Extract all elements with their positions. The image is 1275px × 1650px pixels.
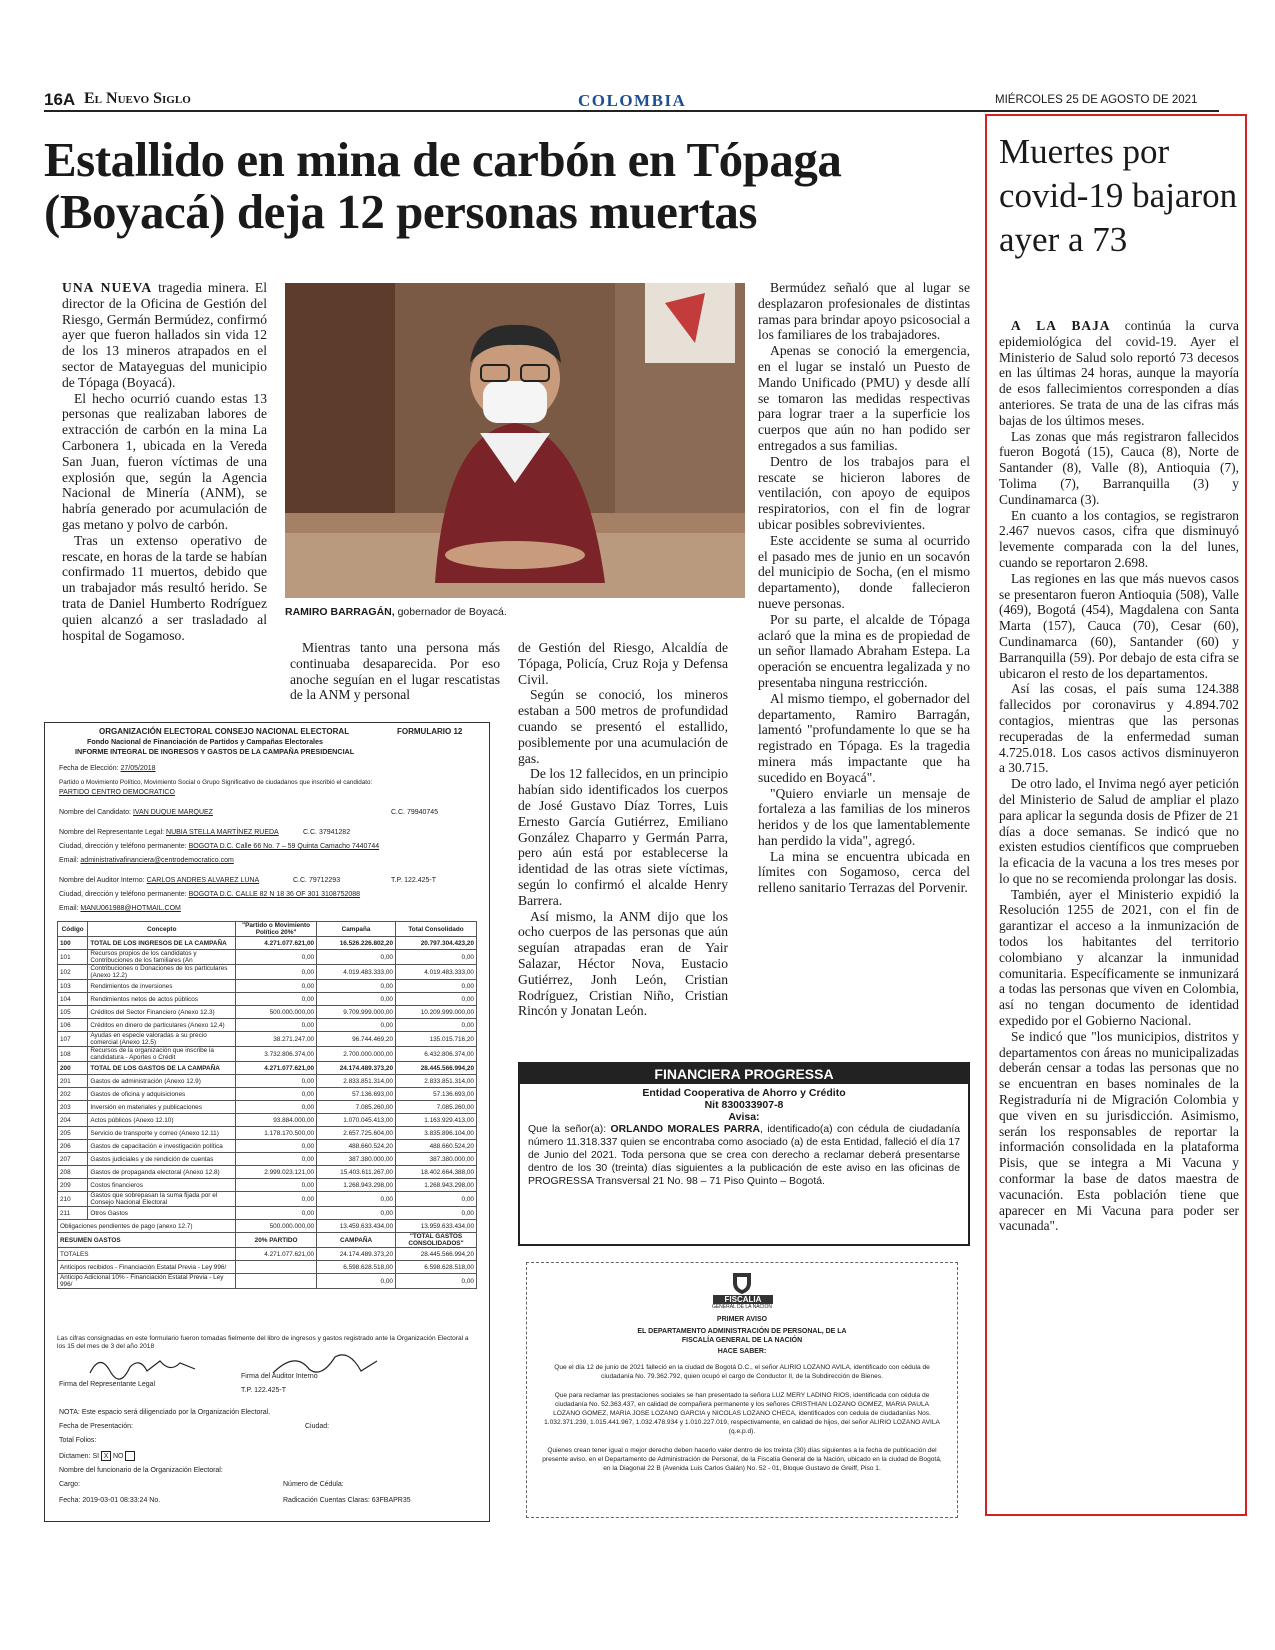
article-paragraph: Dentro de los trabajos para el rescate se hicieron labores de ventilación, con apoyo de equipos respiratorios, con el fin de lograr ubicar posibles sobrevivientes. [758, 453, 970, 532]
header-rule [44, 110, 1219, 112]
governor-photo-illustration [285, 283, 745, 598]
party-label: Partido o Movimiento Político, Movimiento Social o Grupo Significativo de ciudadanos que inscribió el candidato: [59, 779, 373, 786]
form-table-row: 102 Contribuciones o Donaciones de los particulares (Anexo 12.2) 0,00 4.019.483.333,00 4.019.483.333,00 [58, 965, 477, 980]
progressa-body: Que la señor(a): ORLANDO MORALES PARRA, identificado(a) con cédula de ciudadanía número 11.318.337 quien se encontraba como asociado (a) de esta Entidad, falleció el día 17 de Junio del 2021. Toda persona que se crea con derecho a reclamar deberá presentarse dentro de los 30 (treinta) días siguientes a la publicación de este aviso en las oficinas de PROGRESSA Transversal 21 No. 98 – 71 Piso Quinto – Bogotá. [528, 1124, 961, 1187]
advance-row: Anticipo Adicional 10% - Financiación Estatal Previa - Ley 996/ 0,00 0,00 [58, 1274, 477, 1289]
form-table-row: 101 Recursos propios de los candidatos y Contribuciones de los familiares (An 0,00 0,00 0,00 [58, 950, 477, 965]
total-folios: Total Folios: [59, 1437, 97, 1444]
progressa-title: FINANCIERA PROGRESSA [520, 1064, 968, 1084]
auditor-email-row: Email: MANU061988@HOTMAIL.COM [59, 905, 181, 912]
legal-rep-row: Nombre del Representante Legal: NUBIA STELLA MARTÍNEZ RUEDA [59, 829, 279, 836]
page-number: 16A [44, 90, 76, 109]
fiscalia-p2: Que para reclamar las prestaciones sociales se han presentado la señora LUZ MERY LADINO RIOS, identificada con cédula de ciudadanía No. 52.363.437, en calidad de compañera permanente y los señores CRISTHIAN LOZANO GOMEZ, MARIA PAULA LOZANO GOMEZ, MARIA JOSE LOZANO GARCIA y NICOLAS LOZANO CHECA, identificados con cedula de ciudadanías Nos. 1.032.371.239, 1.015.441.967, 1.032.478.934 y 1.010.227.019, respectivamente, en calidad de hijos, del señor ALIRIO LOZANO AVILA (q.e.p.d). [544, 1392, 940, 1435]
governor-photo [285, 283, 745, 598]
coat-of-arms-icon [729, 1269, 755, 1295]
fiscalia-hace: HACE SABER: [717, 1348, 767, 1355]
progressa-subtitle: Entidad Cooperativa de Ahorro y Crédito [642, 1087, 846, 1099]
article-col-3 [518, 640, 728, 1019]
progressa-nit: Nit 830033907-8 [704, 1099, 784, 1111]
fiscalia-logo: FISCALIA [713, 1295, 773, 1304]
election-date-row: Fecha de Elección: 27/05/2018 [59, 765, 156, 772]
form-id: FORMULARIO 12 [397, 727, 463, 736]
article-col-2 [290, 640, 500, 703]
advance-row: Anticipos recibidos - Financiación Estatal Previa - Ley 996/ 6.598.628.518,00 6.598.628.518,00 [58, 1261, 477, 1274]
sidebar-paragraph: Las regiones en las que más nuevos casos se presentaron fueron Antioquia (508), Valle (469), Bogotá (454), Magdalena con Santa Marta (157), Cauca (70), Cesar (60), Cundinamarca (60), Santander (60) y Barranquilla (59). Por debajo de esta cifra se ubicaron el resto de los departamentos. [999, 570, 1239, 681]
article-col-1 [62, 280, 267, 643]
form-table-wrap [57, 921, 477, 1289]
form-table-row: 202 Gastos de oficina y adquisiciones 0,00 57.136.693,00 57.136.693,00 [58, 1088, 477, 1101]
presentation-date: Fecha de Presentación: [59, 1423, 133, 1430]
brand-name: El Nuevo Siglo [84, 90, 191, 107]
sign-auditor-tp: T.P. 122.425-T [241, 1387, 287, 1394]
form-table-header: Código Concepto "Partido o Movimiento Político 20%" Campaña Total Consolidado [58, 922, 477, 937]
form-table-row: 100 TOTAL DE LOS INGRESOS DE LA CAMPAÑA 4.271.077.621,00 16.526.226.802,20 20.797.304.423,20 [58, 937, 477, 950]
article-paragraph: Bermúdez señaló que al lugar se desplazaron profesionales de distintas ramas para brindar apoyo psicosocial a los familiares de los trabajadores. [758, 280, 970, 343]
covid-sidebar [985, 114, 1247, 1516]
totals-row: TOTALES 4.271.077.621,00 24.174.489.373,20 28.445.566.994,20 [58, 1248, 477, 1261]
sidebar-paragraph: En cuanto a los contagios, se registraron 2.467 nuevos casos, cifra que disminuyó levemente comparada con la del lunes, cuando se reportaron 2.698. [999, 507, 1239, 570]
candidate-row: Nombre del Candidato: IVAN DUQUE MARQUEZ [59, 809, 213, 816]
form-table-row: 107 Ayudas en especie valoradas a su precio comercial (Anexo 12.5) 38.271.247,00 96.744.469,20 135.015.716,20 [58, 1032, 477, 1047]
auditor-row: Nombre del Auditor Interno: CARLOS ANDRES ALVAREZ LUNA [59, 877, 260, 884]
fiscalia-p3: Quienes crean tener igual o mejor derecho deben hacerlo valer dentro de los treinta (30) días siguientes a la fecha de publicación del presente aviso, en el Departamento de Administración de Personal, de la Fiscalía General de la Nación, ubicado en la ciudad de Bogotá, en la Diagonal 22 B (Avenida Luis Carlos Galán) No. 52 - 01, Bloque Gustavo de Greiff, Piso 1. [542, 1447, 942, 1472]
form-timestamp: Fecha: 2019-03-01 08:33:24 No. [59, 1497, 161, 1504]
pending-row: Obligaciones pendientes de pago (anexo 12.7) 500.000.000,00 13.459.633.434,00 13.959.633.434,00 [58, 1220, 477, 1233]
article-paragraph: Así mismo, la ANM dijo que los ocho cuerpos de las personas que aún seguían atrapadas eran de Yair Salazar, Héctor Nova, Eustacio Gutiérrez, Jonh León, Cristian Rodríguez, Cristian Niño, Cristian Rincón y Jonatan León. [518, 908, 728, 1019]
official-cedula: Número de Cédula: [283, 1481, 344, 1488]
photo-caption: RAMIRO BARRAGÁN, gobernador de Boyacá. [285, 606, 507, 618]
official-name: Nombre del funcionario de la Organización Electoral: [59, 1467, 223, 1474]
article-col-4 [758, 280, 970, 896]
page-date: MIÉRCOLES 25 DE AGOSTO DE 2021 [995, 94, 1198, 106]
form-note: NOTA: Este espacio será diligenciado por la Organización Electoral. [59, 1409, 271, 1416]
legal-rep-cc: C.C. 37941282 [303, 829, 351, 836]
article-paragraph: Tras un extenso operativo de rescate, en horas de la tarde se habían confirmado 11 muertos, debido que un trabajador más resultó herido. Se trata de Daniel Humberto Rodríguez quien alcanzó a ser trasladado al hospital de Sogamoso. [62, 532, 267, 643]
sidebar-body [999, 318, 1239, 1234]
sidebar-paragraph: Las zonas que más registraron fallecidos fueron Bogotá (15), Cauca (8), Norte de Santander (8), Valle (8), Antioquia (7), Tolima (7), Barranquilla (3) y Cundinamarca (3). [999, 428, 1239, 507]
sidebar-paragraph: Así las cosas, el país suma 124.388 fallecidos por coronavirus y 4.894.702 contagios, mientras que las personas recuperadas de la enfermedad suman 4.725.018. Los casos activos disminuyeron a 30.715. [999, 681, 1239, 776]
sidebar-title: Muertes por covid-19 bajaron ayer a 73 [999, 132, 1238, 259]
auditor-cc: C.C. 79712293 [293, 877, 341, 884]
sidebar-paragraph: Se indicó que "los municipios, distritos y departamentos con áreas no municipalizadas deberán censar a todas las personas que no se encuentran en bases nominales de la Registraduría ni de Migración Colombia y que viven en su jurisdicción. Asimismo, serán los responsables de reportar la información consolidada en la plataforma Pisis, que se integra a Mi Vacuna y conformar la base de datos maestra de vacunación. Esta población tiene que aparecer en Mi Vacuna para poder ser vacunada". [999, 1028, 1239, 1234]
form-org: ORGANIZACIÓN ELECTORAL CONSEJO NACIONAL ELECTORAL [99, 727, 350, 736]
form-table-row: 205 Servicio de transporte y correo (Anexo 12.11) 1.178.170.500,00 2.657.725.604,00 3.835.896.104,00 [58, 1127, 477, 1140]
form-table-row: 207 Gastos judiciales y de rendición de cuentas 0,00 387.380.000,00 387.380.000,00 [58, 1153, 477, 1166]
form-table-row: 204 Actos públicos (Anexo 12.10) 93.884.000,00 1.070.045.413,00 1.163.929.413,00 [58, 1114, 477, 1127]
fiscalia-logo-sub: GENERAL DE LA NACION [711, 1304, 773, 1310]
article-paragraph: UNA NUEVA tragedia minera. El director de la Oficina de Gestión del Riesgo, Germán Bermúdez, confirmó ayer que fueron hallados sin vida 12 de los 13 mineros atrapados en el sector de Matayeguas del municipio de Tópaga (Boyacá). [62, 280, 268, 390]
article-paragraph: de Gestión del Riesgo, Alcaldía de Tópaga, Policía, Cruz Roja y Defensa Civil. [518, 640, 728, 687]
form-certify: Las cifras consignadas en este formulario fueron tomadas fielmente del libro de ingresos y gastos registrado ante la Organización Electoral a los 15 del mes de 3 del año 2018 [57, 1335, 469, 1350]
auditor-tp: T.P. 122.425-T [391, 877, 437, 884]
sidebar-lead-word: A LA BAJA [1011, 318, 1111, 333]
caption-name: RAMIRO BARRAGÁN, [285, 606, 395, 618]
article-paragraph: Al mismo tiempo, el gobernador del departamento, Ramiro Barragán, lamentó "profundamente lo que se ha registrado en Tópaga. Es la tragedia minera más impactante que ha sucedido en Boyacá". [758, 690, 970, 785]
fiscalia-title: PRIMER AVISO [716, 1316, 768, 1323]
fiscalia-p1: Que el día 12 de junio de 2021 falleció en la ciudad de Bogotá D.C., el señor ALIRIO LOZANO AVILA, identificado con cédula de ciudadanía No. 79.362.792, quien ocupó el cargo de Conductor II, de la Subdirección de Bienes. [554, 1364, 930, 1380]
form-table-row: 211 Otros Gastos 0,00 0,00 0,00 [58, 1207, 477, 1220]
form-table-row: 209 Costos financieros 0,00 1.268.943.298,00 1.268.943.298,00 [58, 1179, 477, 1192]
dictamen-si-box[interactable]: X [101, 1451, 111, 1461]
article-paragraph: La mina se encuentra ubicada en límites con Sogamoso, cerca del relleno sanitario Terrazas del Porvenir. [758, 848, 970, 896]
article-paragraph: Mientras tanto una persona más continuaba desaparecida. Por eso anoche seguían en el lugar rescatistas de la ANM y personal [290, 640, 500, 703]
form-table-row: 200 TOTAL DE LOS GASTOS DE LA CAMPAÑA 4.271.077.621,00 24.174.489.373,20 28.445.566.994,20 [58, 1062, 477, 1075]
form-table-row: 108 Recursos de la organización que inscribe la candidatura - Aportes o Crédit 3.732.806.374,00 2.700.000.000,00 6.432.806.374,00 [58, 1047, 477, 1062]
form-table [57, 921, 477, 1289]
presentation-city: Ciudad: [305, 1423, 330, 1430]
legal-rep-signature [85, 1353, 205, 1381]
fiscalia-dept: EL DEPARTAMENTO ADMINISTRACIÓN DE PERSONAL, DE LA FISCALÍA GENERAL DE LA NACIÓN [637, 1328, 847, 1344]
form-table-row: 206 Gastos de capacitación e investigación política 0,00 488.660.524,20 488.660.524,20 [58, 1140, 477, 1153]
dictamen-row: Dictamen: SI X NO [59, 1451, 135, 1461]
article-paragraph: El hecho ocurrió cuando estas 13 personas que realizaban labores de extracción de carbón en la mina La Carbonera 1, ubicada en la Vereda San Juan, fueron víctimas de una explosión que, según la Agencia Nacional de Minería (ANM), se habría generado por acumulación de gas metano y polvo de carbón. [62, 390, 267, 532]
sign-auditor: Firma del Auditor Interno [241, 1373, 318, 1380]
form-report: INFORME INTEGRAL DE INGRESOS Y GASTOS DE LA CAMPAÑA PRESIDENCIAL [75, 747, 355, 756]
form-table-row: 104 Rendimientos netos de actos públicos 0,00 0,00 0,00 [58, 993, 477, 1006]
auditor-address-row: Ciudad, dirección y teléfono permanente: BOGOTA D.C. CALLE 82 N 18 36 OF 301 3108752088 [59, 891, 361, 898]
form-table-row: 201 Gastos de administración (Anexo 12.9) 0,00 2.833.851.314,00 2.833.851.314,00 [58, 1075, 477, 1088]
sidebar-paragraph: De otro lado, el Invima negó ayer petición del Ministerio de Salud de ampliar el plazo para aplicar la segunda dosis de Pfizer de 21 días a doce semanas. Se indicó que no existen estudios científicos que comprueben la eficacia de la vacuna a los tres meses por lo que no se recomienda prolongar las dosis. [999, 776, 1239, 886]
sign-legal-rep: Firma del Representante Legal [59, 1381, 156, 1388]
article-paragraph: Por su parte, el alcalde de Tópaga aclaró que la mina es de propiedad de un señor llamado Abraham Estepa. La operación se encuentra legalizada y no presentaba ninguna restricción. [758, 611, 970, 690]
form-table-row: 105 Créditos del Sector Financiero (Anexo 12.3) 500.000.000,00 9.709.999.000,00 10.209.999.000,00 [58, 1006, 477, 1019]
party-value: PARTIDO CENTRO DEMOCRATICO [59, 789, 175, 796]
form-fund: Fondo Nacional de Financiación de Partidos y Campañas Electorales [87, 737, 324, 746]
form-table-row: 203 Inversión en materiales y publicaciones 0,00 7.085.260,00 7.085.260,00 [58, 1101, 477, 1114]
article-paragraph: "Quiero enviarle un mensaje de fortaleza a las familias de los mineros heridos y de los que lamentablemente han perdido la vida", agregó. [758, 785, 970, 848]
progressa-notice [518, 1062, 970, 1246]
official-cargo: Cargo: [59, 1481, 81, 1488]
article-paragraph: De los 12 fallecidos, en un principio habían sido identificados los cuerpos de José Gustavo Díaz Torres, Luis Ernesto García Gutiérrez, Emiliano González Chaparro y Germán Parra, pero aún está por establecerse la identidad de las otras siete víctimas, según lo confirmó el alcalde Henry Barrera. [518, 766, 728, 908]
candidate-cc: C.C. 79940745 [391, 809, 439, 816]
fiscalia-notice [526, 1262, 958, 1518]
form-table-row: 208 Gastos de propaganda electoral (Anexo 12.8) 2.999.023.121,00 15.403.611.267,00 18.402.664.388,00 [58, 1166, 477, 1179]
email-row: Email: administrativafinanciera@centrodemocratico.com [59, 857, 234, 864]
form-table-row: 210 Gastos que sobrepasan la suma fijada por el Consejo Nacional Electoral 0,00 0,00 0,00 [58, 1192, 477, 1207]
dictamen-no-box[interactable] [125, 1451, 135, 1461]
main-headline: Estallido en mina de carbón en Tópaga (Boyacá) deja 12 personas muertas [44, 132, 842, 239]
address-row: Ciudad, dirección y teléfono permanente: BOGOTA D.C. Calle 66 No. 7 – 59 Quinta Camacho 7440744 [59, 843, 380, 850]
article-paragraph: Este accidente se suma al ocurrido el pasado mes de junio en un socavón del municipio de Socha, (en el mismo departamento), donde fallecieron nueve personas. [758, 532, 970, 611]
lead-word: UNA NUEVA [62, 280, 153, 295]
form-table-row: 103 Rendimientos de inversiones 0,00 0,00 0,00 [58, 980, 477, 993]
form-radicacion: Radicación Cuentas Claras: 63FBAPR35 [283, 1497, 411, 1504]
electoral-form [44, 722, 490, 1522]
summary-header-row: RESUMEN GASTOS 20% PARTIDO CAMPAÑA "TOTAL GASTOS CONSOLIDADOS" [58, 1233, 477, 1248]
sidebar-paragraph: A LA BAJA continúa la curva epidemiológica del covid-19. Ayer el Ministerio de Salud solo reportó 73 decesos en las últimas 24 horas, aunque la mayoría de esos fallecimientos corresponden a días anteriores. Se trata de una de las cifras más bajas de los últimos meses. [999, 318, 1239, 428]
sidebar-paragraph: También, ayer el Ministerio expidió la Resolución 1255 de 2021, con el fin de garantizar el acceso a la inmunización de todos los habitantes del territorio colombiano y alcanzar la inmunidad comunitaria. Específicamente se inmunizará a todas las personas que viven en Colombia, así no tengan documento de identidad expedido por el Gobierno Nacional. [999, 886, 1239, 1029]
article-paragraph: Apenas se conoció la emergencia, en el lugar se instaló un Puesto de Mando Unificado (PMU) y desde allí se tomaron las medidas respectivas para lograr traer a la superficie los cuerpos que aún no han podido ser entregados a sus familias. [758, 343, 970, 453]
section-name: COLOMBIA [578, 91, 687, 110]
form-table-row: 106 Créditos en dinero de particulares (Anexo 12.4) 0,00 0,00 0,00 [58, 1019, 477, 1032]
article-paragraph: Según se conoció, los mineros estaban a 500 metros de profundidad cuando se presentó el estallido, posiblemente por una acumulación de gas. [518, 687, 728, 766]
progressa-aviso: Avisa: [728, 1111, 760, 1123]
